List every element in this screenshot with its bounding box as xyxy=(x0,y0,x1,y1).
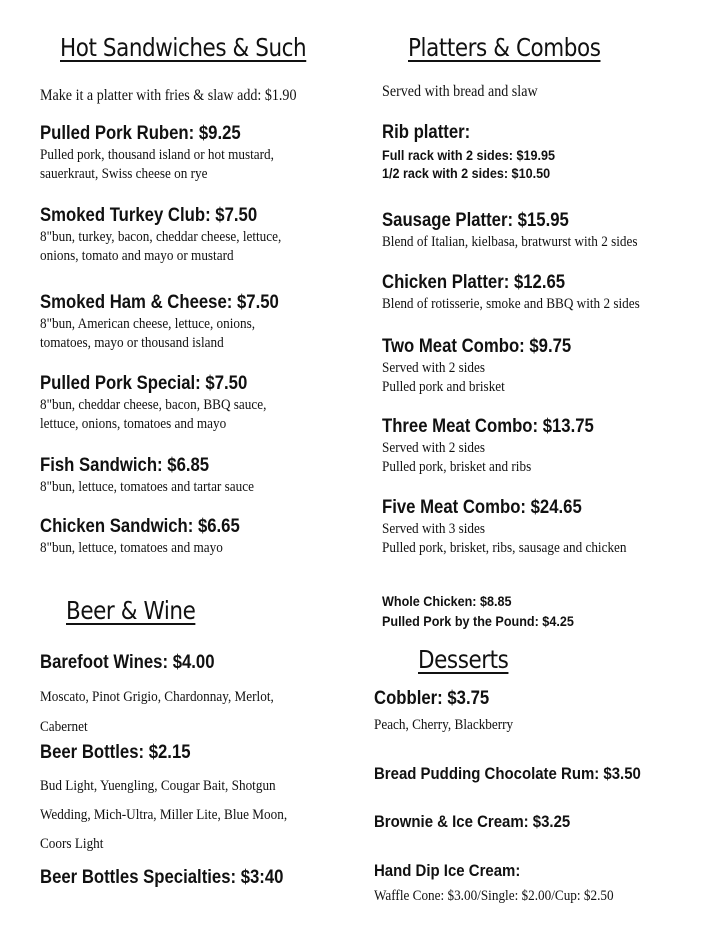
sub-line: 1/2 rack with 2 sides: $10.50 xyxy=(382,165,551,181)
desserts-heading: Desserts xyxy=(418,645,509,674)
desc-line: Served with 2 sides xyxy=(382,440,486,456)
item-title: Five Meat Combo: $24.65 xyxy=(382,497,582,518)
item-description xyxy=(40,539,240,558)
item-title: Beer Bottles: $2.15 xyxy=(40,742,191,763)
menu-item xyxy=(40,652,306,742)
desc-line: Served with 2 sides xyxy=(382,360,486,376)
menu-item xyxy=(40,455,283,497)
item-title: Barefoot Wines: $4.00 xyxy=(40,652,215,673)
platter-addon-note: Make it a platter with fries & slaw add: $1.90 xyxy=(40,87,297,104)
item-description xyxy=(382,295,640,314)
desc-line: Cabernet xyxy=(40,719,88,735)
menu-item xyxy=(40,123,306,184)
desc-line: 8"bun, turkey, bacon, cheddar cheese, lettuce, xyxy=(40,229,282,245)
item-title: Rib platter: xyxy=(382,122,471,143)
desc-line: onions, tomato and mayo or mustard xyxy=(40,248,234,264)
desc-line: Moscato, Pinot Grigio, Chardonnay, Merlot, xyxy=(40,689,274,705)
desc-line: 8"bun, lettuce, tomatoes and tartar sauce xyxy=(40,479,254,495)
item-title: Brownie & Ice Cream: $3.25 xyxy=(374,812,571,831)
desc-line: Waffle Cone: $3.00/Single: $2.00/Cup: $2.50 xyxy=(374,888,614,904)
platters-note: Served with bread and slaw xyxy=(382,83,538,100)
desc-line: Blend of Italian, kielbasa, bratwurst with 2 sides xyxy=(382,234,638,250)
extras-list xyxy=(382,591,574,631)
item-description xyxy=(40,228,281,266)
menu-item xyxy=(40,205,314,266)
item-description xyxy=(382,439,594,477)
item-title: Smoked Turkey Club: $7.50 xyxy=(40,205,258,226)
desc-line: Wedding, Mich-Ultra, Miller Lite, Blue Moon, xyxy=(40,807,288,823)
desc-line: Bud Light, Yuengling, Cougar Bait, Shotgun xyxy=(40,778,276,794)
menu-item xyxy=(382,122,574,182)
item-title: Cobbler: $3.75 xyxy=(374,688,490,709)
menu-item xyxy=(40,516,267,558)
menu-item xyxy=(382,336,597,397)
extra-item: Whole Chicken: $8.85 xyxy=(382,593,512,609)
item-description xyxy=(382,233,638,252)
desc-line: tomatoes, mayo or thousand island xyxy=(40,335,224,351)
desc-line: 8"bun, lettuce, tomatoes and mayo xyxy=(40,540,223,556)
menu-item xyxy=(382,497,660,558)
item-description xyxy=(40,682,274,742)
item-description xyxy=(40,146,274,184)
desc-line: Coors Light xyxy=(40,836,104,852)
menu-item xyxy=(40,742,321,859)
extra-item: Pulled Pork by the Pound: $4.25 xyxy=(382,613,574,629)
item-description xyxy=(374,887,614,906)
item-title: Fish Sandwich: $6.85 xyxy=(40,455,210,476)
desc-line: 8"bun, American cheese, lettuce, onions, xyxy=(40,316,256,332)
menu-item xyxy=(382,272,675,314)
item-title: Sausage Platter: $15.95 xyxy=(382,210,569,231)
item-title: Chicken Platter: $12.65 xyxy=(382,272,566,293)
desc-line: Blend of rotisserie, smoke and BBQ with 2 sides xyxy=(382,296,640,312)
sub-line: Full rack with 2 sides: $19.95 xyxy=(382,147,555,163)
desc-line: Pulled pork, brisket, ribs, sausage and chicken xyxy=(382,540,627,556)
item-title: Two Meat Combo: $9.75 xyxy=(382,336,572,357)
item-description xyxy=(40,772,287,859)
desc-line: lettuce, onions, tomatoes and mayo xyxy=(40,416,227,432)
item-description xyxy=(40,315,279,353)
desc-line: Served with 3 sides xyxy=(382,521,486,537)
desc-line: Pulled pork, brisket and ribs xyxy=(382,459,532,475)
desc-line: sauerkraut, Swiss cheese on rye xyxy=(40,166,208,182)
item-title: Hand Dip Ice Cream: xyxy=(374,861,521,880)
beer-wine-heading: Beer & Wine xyxy=(66,596,196,625)
item-description xyxy=(40,478,254,497)
item-title: Smoked Ham & Cheese: $7.50 xyxy=(40,292,279,313)
menu-item xyxy=(382,210,672,252)
desc-line: Peach, Cherry, Blackberry xyxy=(374,717,514,733)
menu-item xyxy=(40,292,311,353)
menu-item xyxy=(374,688,532,735)
item-description xyxy=(374,716,513,735)
item-title: Three Meat Combo: $13.75 xyxy=(382,416,594,437)
desc-line: 8"bun, cheddar cheese, bacon, BBQ sauce, xyxy=(40,397,267,413)
desc-line: Pulled pork, thousand island or hot mustard, xyxy=(40,147,274,163)
item-title: Chicken Sandwich: $6.65 xyxy=(40,516,240,537)
item-subitems xyxy=(382,146,555,182)
hot-sandwiches-heading: Hot Sandwiches & Such xyxy=(60,33,307,62)
desc-line: Pulled pork and brisket xyxy=(382,379,505,395)
platters-combos-heading: Platters & Combos xyxy=(408,33,601,62)
item-description xyxy=(382,359,571,397)
menu-item xyxy=(40,373,297,434)
menu-item xyxy=(382,416,623,477)
item-description xyxy=(382,520,627,558)
menu-item xyxy=(374,861,646,906)
item-title: Pulled Pork Special: $7.50 xyxy=(40,373,248,394)
item-title: Bread Pudding Chocolate Rum: $3.50 xyxy=(374,764,641,783)
item-title: Pulled Pork Ruben: $9.25 xyxy=(40,123,241,144)
item-title: Beer Bottles Specialties: $3:40 xyxy=(40,867,284,888)
item-description xyxy=(40,396,266,434)
